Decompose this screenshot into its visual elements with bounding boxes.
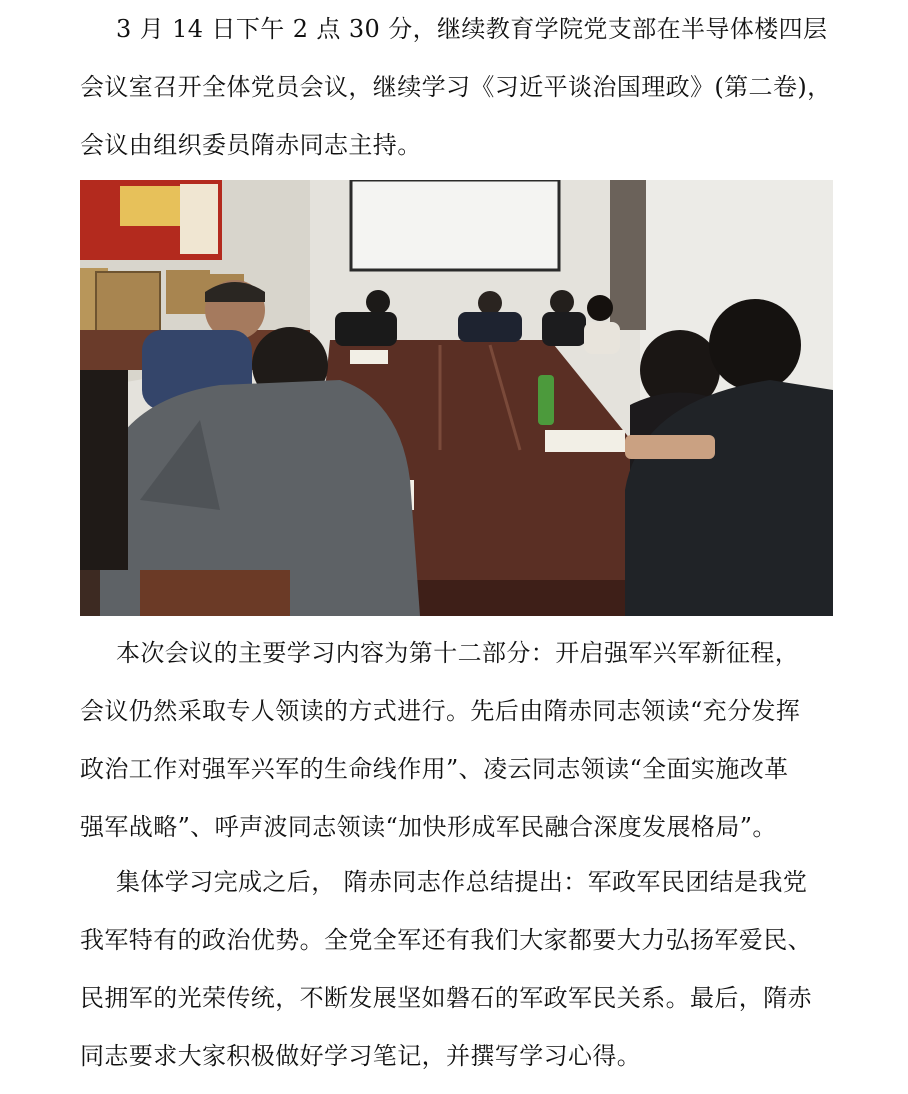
text-line: 民拥军的光荣传统，不断发展坚如磐石的军政军民关系。最后，隋赤 xyxy=(80,984,812,1012)
text-line: 强军战略”、呼声波同志领读“加快形成军民融合深度发展格局”。 xyxy=(80,813,777,841)
meeting-photo xyxy=(80,180,833,616)
text-line: 我军特有的政治优势。全党全军还有我们大家都要大力弘扬军爱民、 xyxy=(80,926,812,954)
text-line: 政治工作对强军兴军的生命线作用”、凌云同志领读“全面实施改革 xyxy=(80,755,789,783)
text-line: 本次会议的主要学习内容为第十二部分：开启强军兴军新征程， xyxy=(116,639,800,667)
text-line: 会议室召开全体党员会议，继续学习《习近平谈治国理政》(第二卷)， xyxy=(80,73,832,101)
text-line: 同志要求大家积极做好学习笔记，并撰写学习心得。 xyxy=(80,1042,642,1070)
text-line: 会议由组织委员隋赤同志主持。 xyxy=(80,131,422,159)
photo-screen xyxy=(351,180,559,270)
text-line: 集体学习完成之后， 隋赤同志作总结提出：军政军民团结是我党 xyxy=(116,868,808,896)
paragraph-study-content xyxy=(80,624,832,856)
photo-door xyxy=(610,180,646,330)
text-line: 会议仍然采取专人领读的方式进行。先后由隋赤同志领读“充分发挥 xyxy=(80,697,801,725)
paragraph-summary xyxy=(80,853,832,1085)
text-line: 3 月 14 日下午 2 点 30 分，继续教育学院党支部在半导体楼四层 xyxy=(116,15,828,43)
paragraph-meeting-intro xyxy=(80,0,832,174)
